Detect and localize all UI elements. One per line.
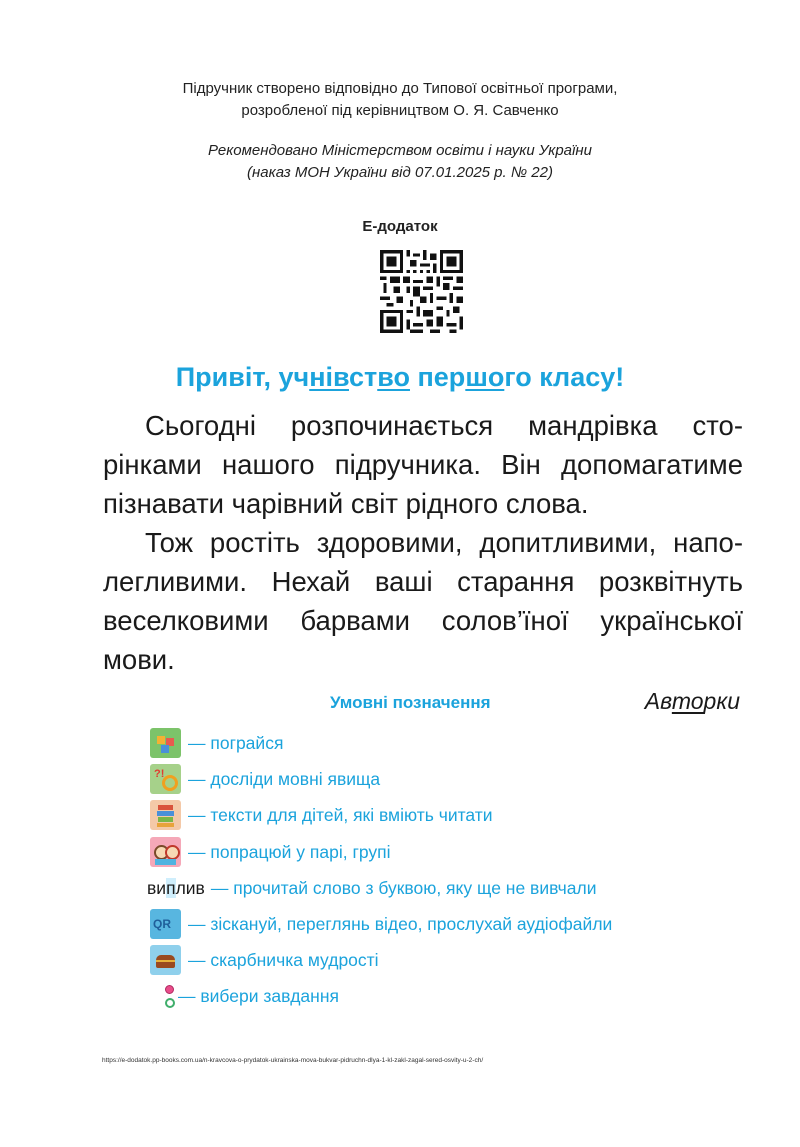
e-addon-label: Е-додаток bbox=[362, 218, 438, 235]
legend-item-text: — досліди мовні явища bbox=[188, 768, 381, 789]
example-word-part: ви bbox=[147, 877, 167, 898]
recommendation-line1: Рекомендовано Міністерством освіти і науки України bbox=[208, 142, 592, 159]
qr-code-icon[interactable] bbox=[380, 250, 463, 333]
treasure-chest-icon bbox=[150, 945, 181, 975]
legend-item-choose bbox=[163, 980, 339, 1012]
play-blocks-icon bbox=[150, 728, 181, 758]
legend-item-text: — прочитай слово з буквою, яку ще не вивчали bbox=[210, 877, 597, 898]
curriculum-note-line2: розробленої під керівництвом О. Я. Савченко bbox=[241, 102, 559, 119]
legend-item-text: — пограйся bbox=[188, 732, 284, 753]
pair-work-icon bbox=[150, 837, 181, 867]
legend-item-text: — вибери завдання bbox=[178, 985, 339, 1006]
greeting-part: во bbox=[377, 362, 410, 392]
welcome-line: пізнавати чарівний світ рідного слова. bbox=[103, 488, 589, 519]
legend-item-reading bbox=[150, 799, 493, 831]
welcome-line: легливими. Нехай ваші старання розквітнуть bbox=[103, 566, 743, 597]
greeting-part: пер bbox=[409, 362, 466, 392]
legend-item-text: — попрацюй у парі, групі bbox=[188, 841, 391, 862]
legend-item-treasure bbox=[150, 944, 379, 976]
example-word-highlight: п bbox=[166, 877, 176, 898]
footer-url[interactable]: https://e-dodatok.pp-books.com.ua/n-kravcova-o-prydatok-ukrainska-mova-bukvar-pidruchn-dlya-1-kl-zakl-zagal-sered-osvity-u-2-ch/ bbox=[102, 1057, 484, 1064]
welcome-line: Тож ростіть здоровими, допитливими, напо- bbox=[145, 527, 743, 558]
greeting-title bbox=[0, 362, 800, 393]
greeting-part: нів bbox=[309, 362, 349, 392]
welcome-line: веселковими барвами солов’їної української bbox=[103, 605, 743, 636]
legend-item-pair bbox=[150, 836, 391, 868]
legend-item-text: — зіскануй, переглянь відео, прослухай аудіофайли bbox=[188, 913, 613, 934]
example-word bbox=[147, 878, 205, 899]
signature-part: рки bbox=[703, 688, 740, 714]
welcome-line: мови. bbox=[103, 644, 175, 675]
legend-item-explore bbox=[150, 763, 380, 795]
greeting-part: го класу! bbox=[504, 362, 625, 392]
signature-part: то bbox=[671, 688, 704, 714]
example-word-part: лив bbox=[175, 877, 205, 898]
legend-title: Умовні позначення bbox=[330, 693, 491, 712]
legend-item-text: — скарбничка мудрості bbox=[188, 949, 379, 970]
greeting-part: шо bbox=[465, 362, 505, 392]
curriculum-note-line1: Підручник створено відповідно до Типової освітньої програми, bbox=[182, 80, 618, 97]
signature-part: Ав bbox=[644, 688, 672, 714]
greeting-part: ст bbox=[348, 362, 378, 392]
legend-item-text: — тексти для дітей, які вміють читати bbox=[188, 804, 493, 825]
welcome-text bbox=[103, 406, 743, 679]
greeting-part: Привіт, уч bbox=[175, 362, 310, 392]
welcome-line: рінками нашого підручника. Він допомагатиме bbox=[103, 449, 743, 480]
qr-scan-icon-label: QR bbox=[153, 917, 171, 931]
authors-signature bbox=[645, 688, 740, 715]
explore-magnifier-icon: ?! bbox=[150, 764, 181, 794]
choose-task-icon bbox=[163, 983, 175, 1009]
legend-item-new-letter bbox=[147, 872, 596, 904]
reading-books-icon bbox=[150, 800, 181, 830]
curriculum-note bbox=[0, 78, 800, 122]
welcome-line: Сьогодні розпочинається мандрівка сто- bbox=[145, 410, 743, 441]
legend-item-play bbox=[150, 727, 283, 759]
qr-scan-icon bbox=[150, 909, 181, 939]
legend-item-qr bbox=[150, 908, 612, 940]
recommendation-line2: (наказ МОН України від 07.01.2025 р. № 22) bbox=[247, 164, 553, 181]
recommendation-note bbox=[0, 140, 800, 184]
